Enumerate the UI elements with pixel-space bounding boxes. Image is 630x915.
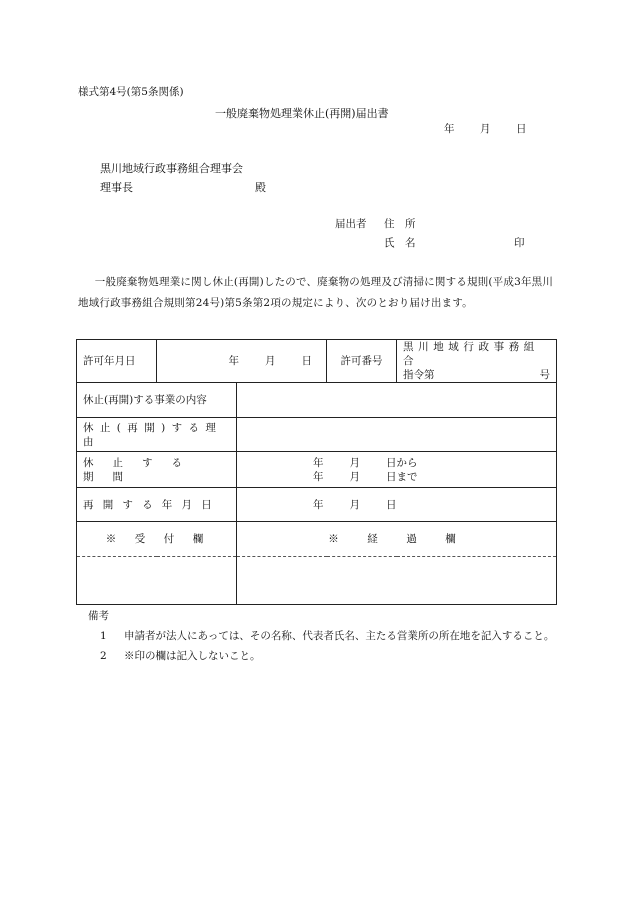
notes-heading: 備考 xyxy=(88,610,109,622)
permit-date-value xyxy=(157,340,327,383)
permit-row xyxy=(77,340,557,383)
note-number: 2 xyxy=(100,650,107,662)
period-to-year: 年 xyxy=(313,470,324,483)
period-from-month: 月 xyxy=(349,456,360,469)
permit-date-label: 許可年月日 xyxy=(77,340,157,383)
permit-date-month: 月 xyxy=(265,355,276,367)
reopen-value xyxy=(237,488,557,522)
reopen-year: 年 xyxy=(313,498,324,511)
reason-label: 休止(再開)する理由 xyxy=(77,418,237,452)
permit-date-day: 日 xyxy=(301,355,312,367)
reopen-row xyxy=(77,488,557,522)
notification-table xyxy=(76,339,557,605)
applicant-name-label: 氏 名 xyxy=(384,237,416,249)
notes xyxy=(90,606,560,666)
period-from-day: 日から xyxy=(386,456,418,469)
period-row xyxy=(77,452,557,488)
progress-label: ※ 経 過 欄 xyxy=(237,522,557,557)
content-row xyxy=(77,383,557,418)
reception-area xyxy=(77,557,237,605)
applicant-address-label: 住 所 xyxy=(384,218,416,230)
note-item-1 xyxy=(90,626,560,646)
period-to-month: 月 xyxy=(349,470,360,483)
permit-no-prefix: 指令第 xyxy=(403,369,435,381)
permit-no-suffix: 号 xyxy=(539,369,550,381)
office-body-row xyxy=(77,557,557,605)
permit-no-label: 許可番号 xyxy=(327,340,397,383)
permit-date-year: 年 xyxy=(228,355,239,367)
content-label: 休止(再開)する事業の内容 xyxy=(77,383,237,418)
note-item-2 xyxy=(90,646,560,666)
period-value xyxy=(237,452,557,488)
date-year: 年 xyxy=(444,123,455,135)
addressee-org: 黒川地域行政事務組合理事会 xyxy=(100,162,243,175)
reopen-month: 月 xyxy=(349,498,360,511)
period-to-day: 日まで xyxy=(386,470,418,483)
addressee-honorific: 殿 xyxy=(255,181,266,194)
period-label: 休止する期間 xyxy=(77,452,237,488)
office-header-row xyxy=(77,522,557,557)
period-from-year: 年 xyxy=(313,456,324,469)
note-number: 1 xyxy=(100,630,107,642)
progress-area xyxy=(237,557,557,605)
page-title: 一般廃棄物処理業休止(再開)届出書 xyxy=(215,107,389,120)
reception-label: ※ 受 付 欄 xyxy=(77,522,237,557)
reopen-label: 再開する年月日 xyxy=(77,488,237,522)
applicant-label: 届出者 xyxy=(335,218,367,230)
date-month: 月 xyxy=(480,123,491,135)
applicant-seal: 印 xyxy=(514,237,525,249)
reopen-day: 日 xyxy=(386,498,397,511)
note-text: 申請者が法人にあっては、その名称、代表者氏名、主たる営業所の所在地を記入すること。 xyxy=(124,630,555,642)
note-text: ※印の欄は記入しないこと。 xyxy=(124,650,261,662)
permit-no-value xyxy=(397,340,557,383)
form-number: 様式第4号(第5条関係) xyxy=(78,86,184,98)
content-value[interactable] xyxy=(237,383,557,418)
reason-value[interactable] xyxy=(237,418,557,452)
reason-row xyxy=(77,418,557,452)
date-day: 日 xyxy=(516,123,527,135)
body-paragraph: 一般廃棄物処理業に関し休止(再開)したので、廃棄物の処理及び清掃に関する規則(平成3年黒川地域行政事務組合規則第24号)第5条第2項の規定により、次のとおり届け出ます。 xyxy=(78,276,554,309)
permit-no-org: 黒川地域行政事務組合 xyxy=(403,341,539,367)
addressee-role: 理事長 xyxy=(100,181,133,194)
